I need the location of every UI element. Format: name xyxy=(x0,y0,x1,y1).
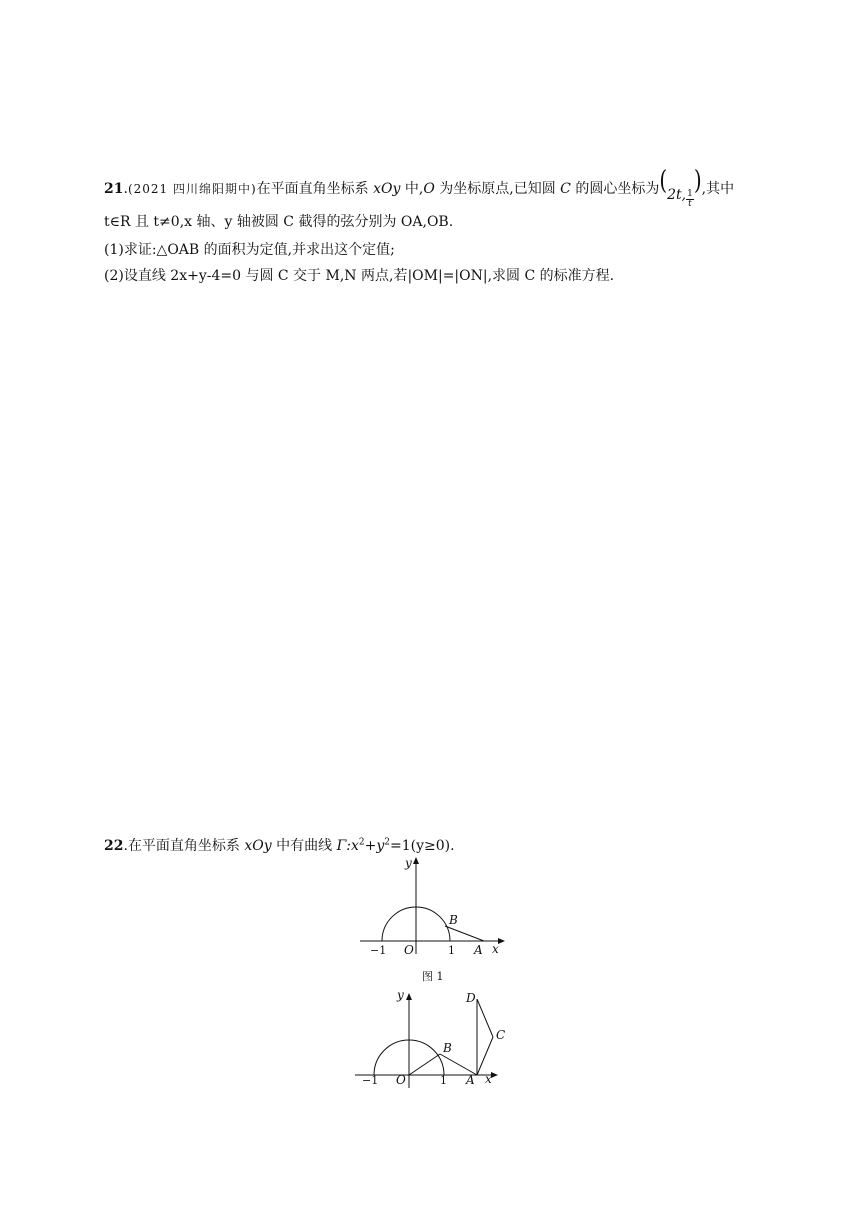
left-paren: ( xyxy=(659,164,668,196)
q22-sup-1: 2 xyxy=(358,837,365,848)
q21-var-o: O xyxy=(423,181,435,197)
q21-stem-text-2: 中, xyxy=(400,181,424,197)
fraction-numerator: 1 xyxy=(687,188,693,199)
q21-var-c: C xyxy=(560,181,571,197)
segment-dc xyxy=(477,999,493,1037)
label-origin: O xyxy=(396,1073,406,1087)
q22-stem: 22.在平面直角坐标系 xOy 中有曲线 $\Gamma:x^2+y^2=1(y\ge 0)$. xyxy=(104,837,455,854)
y-axis-arrow xyxy=(406,993,412,1000)
label-x: x xyxy=(492,942,499,956)
y-axis-arrow xyxy=(413,857,419,864)
segment-ba xyxy=(445,926,484,941)
q21-stem-text-3: 为坐标原点,已知圆 xyxy=(434,181,561,197)
q22-curve: Γ:x xyxy=(336,838,359,854)
label-one: 1 xyxy=(440,1074,447,1087)
q21-stem-text-5: ,其中 xyxy=(701,181,735,197)
label-d: D xyxy=(466,991,476,1005)
segment-ba xyxy=(440,1054,477,1075)
figure-1-caption: 图 1 xyxy=(422,970,444,983)
label-a: A xyxy=(474,943,483,957)
q21-number: 21 xyxy=(104,181,124,197)
fraction-denominator: t xyxy=(688,198,692,209)
label-c: C xyxy=(496,1028,506,1042)
q21-center-fraction xyxy=(686,190,694,209)
label-a: A xyxy=(466,1073,475,1087)
right-paren: ) xyxy=(693,164,702,196)
label-neg-one: −1 xyxy=(370,944,387,957)
q22-sup-2: 2 xyxy=(384,837,391,848)
x-axis-arrow xyxy=(491,1072,498,1078)
label-one: 1 xyxy=(448,944,455,957)
q22-curve-2: +y xyxy=(364,838,385,854)
label-y: y xyxy=(405,856,412,870)
label-x: x xyxy=(485,1072,492,1086)
q21-stem-text: 在平面直角坐标系 xyxy=(256,181,374,197)
label-neg-one: −1 xyxy=(362,1074,379,1087)
q22-stem-text: 在平面直角坐标系 xyxy=(127,838,245,854)
x-axis-arrow xyxy=(498,938,505,944)
q21-var-xoy: xOy xyxy=(373,181,401,197)
figure-1 xyxy=(350,852,510,960)
label-y: y xyxy=(397,988,404,1002)
q22-stem-text-2: 中有曲线 xyxy=(271,838,337,854)
label-b: B xyxy=(443,1041,452,1055)
q22-stem-end: =1(y≥0). xyxy=(390,838,455,854)
segment-ob xyxy=(409,1054,440,1075)
q21-part-1: (1)求证:△OAB 的面积为定值,并求出这个定值; xyxy=(104,242,395,258)
q22-number: 22 xyxy=(104,838,124,854)
q22-var-xoy: xOy xyxy=(244,838,272,854)
q21-stem-text-4: 的圆心坐标为 xyxy=(570,181,660,197)
figure-2 xyxy=(345,982,515,1090)
q21-source: (2021 四川绵阳期中) xyxy=(127,182,257,196)
q21-stem: 21.(2021 四川绵阳期中)在平面直角坐标系 xOy 中,O 为坐标原点,已知圆 C 的圆心坐标为(2t, $\frac{1}{t}$ ),其中 xyxy=(104,164,735,209)
q21-part-2: (2)设直线 2x+y-4=0 与圆 C 交于 M,N 两点,若|OM|=|ON|,求圆 C 的标准方程. xyxy=(104,268,615,284)
q21-line-2: t∈R 且 t≠0,x 轴、y 轴被圆 C 截得的弦分别为 OA,OB. xyxy=(104,214,454,230)
label-origin: O xyxy=(404,943,414,957)
segment-ca xyxy=(477,1037,493,1075)
q21-center-x: 2t, xyxy=(667,187,687,203)
label-b: B xyxy=(449,913,458,927)
